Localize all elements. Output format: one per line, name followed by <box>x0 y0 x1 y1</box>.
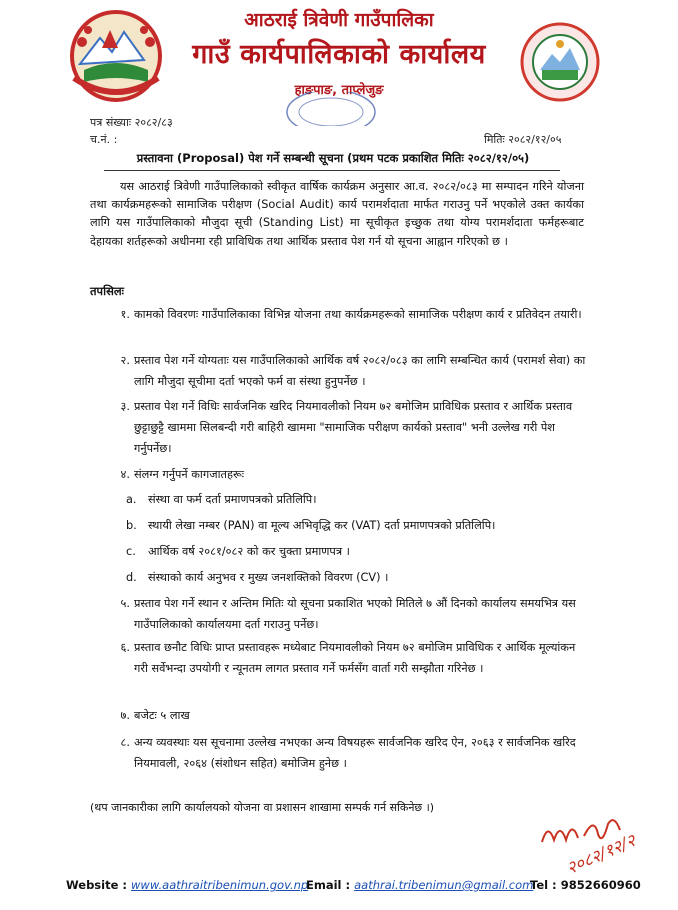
handwritten-signature <box>538 812 668 882</box>
document-letter: d. <box>126 571 137 584</box>
document-letter: c. <box>126 545 136 558</box>
document-text: स्थायी लेखा नम्बर (PAN) वा मूल्य अभिवृद्धि कर (VAT) दर्ता प्रमाणपत्रको प्रतिलिपि। <box>148 519 496 532</box>
notice-title: प्रस्तावना (Proposal) पेश गर्ने सम्बन्धी सूचना (प्रथम पटक प्रकाशित मितिः २०८२/१२/०५) <box>136 151 530 165</box>
list-item <box>96 593 586 635</box>
letter-date: मितिः २०८२/१२/०५ <box>484 133 562 146</box>
municipality-name: आठराई त्रिवेणी गाउँपालिका <box>244 9 434 31</box>
item-number: ७. <box>120 709 130 722</box>
office-name: गाउँ कार्यपालिकाको कार्यालय <box>192 39 486 70</box>
document-letter: b. <box>126 519 137 532</box>
list-item <box>96 304 586 325</box>
item-number: १. <box>120 308 130 321</box>
contact-note: (थप जानकारीका लागि कार्यालयको योजना वा प्रशासन शाखामा सम्पर्क गर्न सकिनेछ ।) <box>90 801 435 814</box>
item-number: ४. <box>120 468 130 481</box>
list-item <box>96 464 586 485</box>
item-text: अन्य व्यवस्थाः यस सूचनामा उल्लेख नभएका अन्य विषयहरू सार्वजनिक खरिद ऐन, २०६३ र सार्वजनिक खरिद नियमावली, २०६४ (संशोधन सहित) बमोजिम हुनेछ । <box>134 736 576 770</box>
list-item <box>96 705 586 726</box>
title-underline <box>104 170 560 171</box>
item-text: बजेटः ५ लाख <box>134 709 190 722</box>
document-item <box>126 516 586 536</box>
document-item <box>126 542 586 562</box>
list-item <box>96 396 586 459</box>
item-number: ८. <box>120 736 130 749</box>
footer-website <box>66 878 308 892</box>
document-text: आर्थिक वर्ष २०८१/०८२ को कर चुक्ता प्रमाणपत्र । <box>148 545 350 558</box>
dispatch-number: च.नं. : <box>90 133 118 146</box>
document-text: संस्था वा फर्म दर्ता प्रमाणपत्रको प्रतिलिपि। <box>148 493 317 506</box>
footer-email <box>306 878 533 892</box>
list-item <box>96 732 586 774</box>
notice-intro-text: यस आठराई त्रिवेणी गाउँपालिकाको स्वीकृत वार्षिक कार्यक्रम अनुसार आ.व. २०८२/०८३ मा सम्पादन गरिने योजना तथा कार्यक्रमहरूको सामाजिक परीक्षण (Social Audit) कार्य परामर्शदाता मार्फत गराउनु पर्ने भएकोले उक्त कार्यका लागि यस गाउँपालिकाको मौजुदा सूची (Standing List) मा सूचीकृत इच्छुक तथा योग्य परामर्शदाता फर्महरूबाट देहायका शर्तहरूको अधीनमा रही प्राविधिक तथा आर्थिक प्रस्ताव पेश गर्न यो सूचना आह्वान गरिएको छ । <box>90 180 584 248</box>
website-link[interactable]: www.aathraitribenimun.gov.np <box>131 878 309 892</box>
signature-date: २०८२/१२/२ <box>563 830 639 879</box>
item-text: प्रस्ताव पेश गर्ने विधिः सार्वजनिक खरिद नियमावलीको नियम ७२ बमोजिम प्राविधिक प्रस्ताव र आर्थिक प्रस्ताव छुट्टाछुट्टै खाममा सिलबन्दी गरी बाहिरी खाममा "सामाजिक परीक्षण कार्यको प्रस्ताव" भनी उल्लेख गरी पेश गर्नुपर्नेछ। <box>134 400 573 455</box>
details-label: तपसिलः <box>90 284 124 298</box>
list-item <box>96 637 586 679</box>
item-number: ५. <box>120 597 130 610</box>
tel-label: Tel : <box>530 878 557 892</box>
reference-number: पत्र संख्याः २०८२/८३ <box>90 116 173 129</box>
document-text: संस्थाको कार्य अनुभव र मुख्य जनशक्तिको विवरण (CV) । <box>148 571 389 584</box>
footer-telephone <box>530 878 641 892</box>
item-number: २. <box>120 354 130 367</box>
item-text: कामको विवरणः गाउँपालिकाका विभिन्न योजना तथा कार्यक्रमहरूको सामाजिक परीक्षण कार्य र प्रतिवेदन तयारी। <box>134 308 582 321</box>
document-item <box>126 490 586 510</box>
email-link[interactable]: aathrai.tribenimun@gmail.com <box>354 878 534 892</box>
notice-intro <box>90 178 584 251</box>
list-item <box>96 350 586 392</box>
office-address: हाङपाङ, ताप्लेजुङ <box>294 83 384 98</box>
tel-number: 9852660960 <box>560 878 641 892</box>
item-number: ३. <box>120 400 130 413</box>
item-text: प्रस्ताव छनौट विधिः प्राप्त प्रस्तावहरू मध्येबाट नियमावलीको नियम ७२ बमोजिम प्राविधिक र आर्थिक मूल्यांकन गरी सर्वेभन्दा उपयोगी र न्यूनतम लागत प्रस्ताव गर्ने फर्मसँग वार्ता गरी सम्झौता गरिनेछ । <box>134 641 576 675</box>
email-label: Email : <box>306 878 351 892</box>
item-text: प्रस्ताव पेश गर्ने स्थान र अन्तिम मितिः यो सूचना प्रकाशित भएको मितिले ७ औं दिनको कार्यालय समयभित्र यस गाउँपालिकाको कार्यालयमा दर्ता गराउनु पर्नेछ। <box>134 597 576 631</box>
office-stamp <box>276 92 386 126</box>
item-text: संलग्न गर्नुपर्ने कागजातहरूः <box>134 468 245 481</box>
item-text: प्रस्ताव पेश गर्ने योग्यताः यस गाउँपालिकाको आर्थिक वर्ष २०८२/०८३ का लागि सम्बन्धित कार्य (परामर्श सेवा) का लागि मौजुदा सूचीमा दर्ता भएको फर्म वा संस्था हुनुपर्नेछ । <box>134 354 586 388</box>
document-letter: a. <box>126 493 137 506</box>
website-label: Website : <box>66 878 127 892</box>
document-item <box>126 568 586 588</box>
item-number: ६. <box>120 641 130 654</box>
